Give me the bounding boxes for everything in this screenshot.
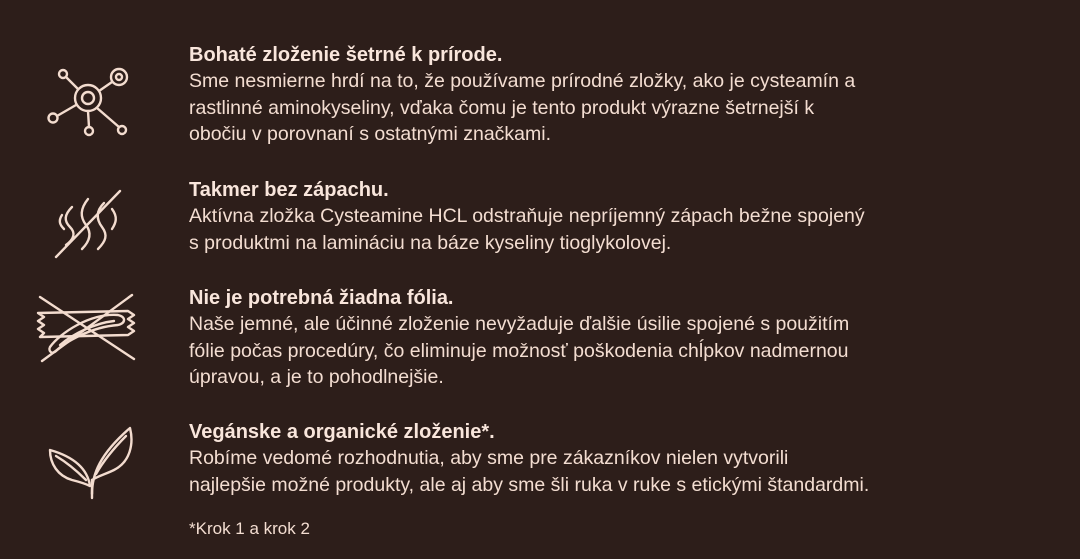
molecule-icon	[30, 54, 150, 154]
footnote: *Krok 1 a krok 2	[189, 519, 310, 538]
feature-description: Naše jemné, ale účinné zloženie nevyžaduje ďalšie úsilie spojené s použitím fólie počas procedúry, čo eliminuje možnosť poškodenia chĺpkov nadmernou úpravou, a je to pohodlnejšie.	[189, 313, 850, 388]
feature-title: Nie je potrebná žiadna fólia.	[189, 287, 454, 309]
feature-title: Vegánske a organické zloženie*.	[189, 421, 495, 443]
no-foil-icon	[30, 277, 150, 377]
feature-description: Robíme vedomé rozhodnutia, aby sme pre zákazníkov nielen vytvorili najlepšie možné produkty, ale aj aby sme šli ruka v ruke s etickými štandardmi.	[189, 447, 870, 496]
leaf-icon	[30, 414, 150, 514]
feature-title: Takmer bez zápachu.	[189, 179, 389, 201]
no-odor-icon	[30, 177, 150, 277]
feature-description: Aktívna zložka Cysteamine HCL odstraňuje nepríjemný zápach bežne spojený s produktmi na lamináciu na báze kyseliny tioglykolovej.	[189, 205, 865, 254]
feature-title: Bohaté zloženie šetrné k prírode.	[189, 44, 503, 66]
feature-description: Sme nesmierne hrdí na to, že používame prírodné zložky, ako je cysteamín a rastlinné aminokyseliny, vďaka čomu je tento produkt výrazne šetrnejší k obočiu v porovnaní s ostatnými značkami.	[189, 70, 856, 145]
